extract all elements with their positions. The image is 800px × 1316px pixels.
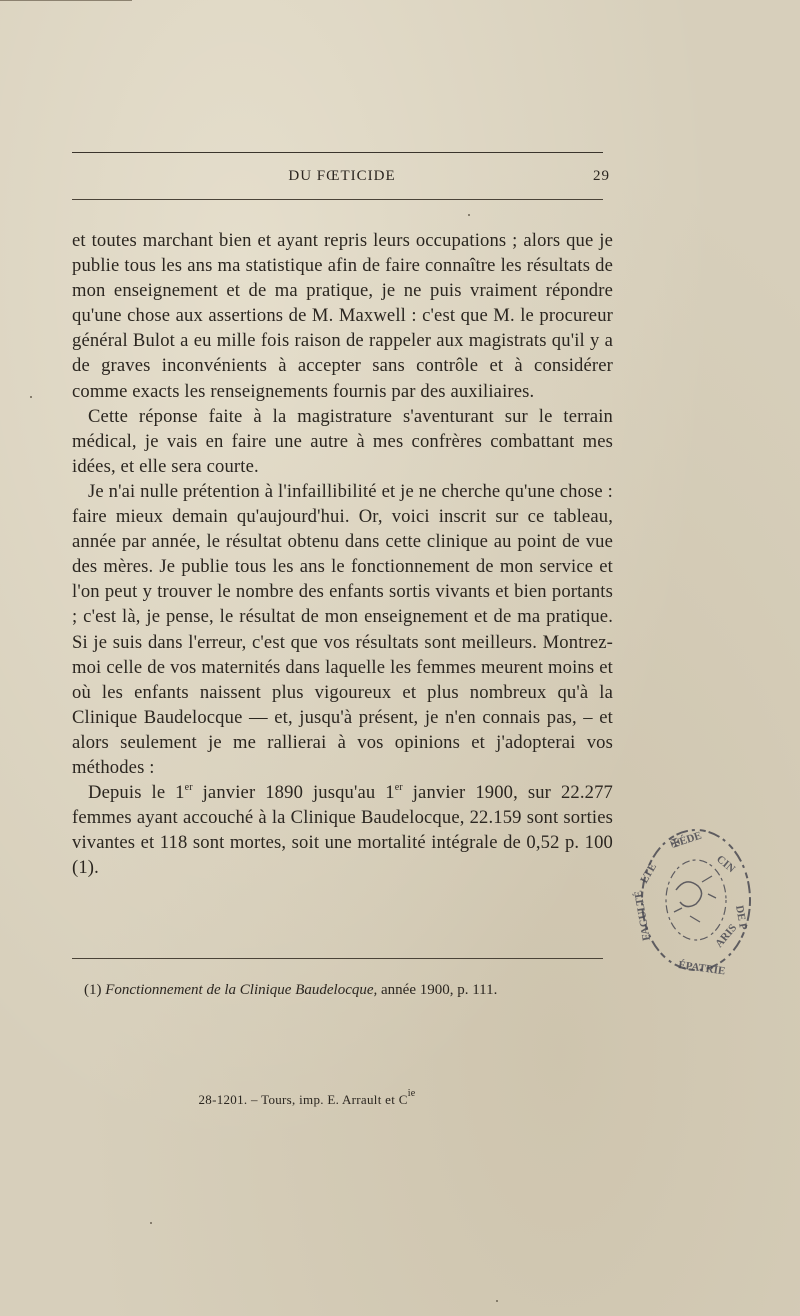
paragraph-3: Je n'ai nulle prétention à l'infaillibilité et je ne cherche qu'une chose : faire mieux demain qu'aujourd'hui. Or, voici inscrit sur ce tableau, année par année, le résultat obtenu dans cette clinique au point de vue des mères. Je publie tous les ans le fonctionnement de mon service et l'on peut y trouver le nombre des enfants sortis vivants et bien portants ; c'est là, je pense, le résultat de mon enseignement et de ma pratique. Si je suis dans l'erreur, c'est que vos résultats sont meilleurs. Montrez-moi celle de vos maternités dans laquelle les femmes meurent moins et où les enfants naissent plus vigoureux et plus nombreux qu'à la Clinique Baudelocque — et, jusqu'à présent, je n'en connais pas, – et alors seulement je me rallierai à vos opinions et j'adopterai vos méthodes : bbox=[72, 480, 613, 778]
running-header bbox=[72, 166, 612, 188]
svg-text:LTE: LTE bbox=[638, 861, 660, 886]
paragraph-4-part-a: Depuis le 1 bbox=[88, 782, 185, 804]
paragraph-4-part-c: janvier 1900, sur 22.277 femmes ayant accouché à la Clinique Baudelocque, 22.159 sont sorties vivantes et 118 sont mortes, soit une mortalité intégrale de 0,52 p. 100 (1). bbox=[72, 782, 613, 879]
imprint-superscript: ie bbox=[407, 1088, 416, 1099]
paragraph-4 bbox=[72, 780, 613, 880]
header-top-rule bbox=[72, 152, 603, 153]
svg-text:ÉPATRIE: ÉPATRIE bbox=[677, 959, 727, 978]
paper-speck bbox=[30, 396, 32, 398]
running-title: DU FŒTICIDE bbox=[288, 168, 396, 184]
printer-imprint bbox=[72, 1088, 542, 1108]
page-edge-line bbox=[0, 0, 132, 1]
paragraph-1: et toutes marchant bien et ayant repris leurs occupations ; alors que je publie tous les ans ma statistique afin de faire connaître les résultats de mon enseignement et de ma pratique, je ne puis vraiment répondre qu'une chose aux assertions de M. Maxwell : c'est que M. le procureur général Bulot a eu mille fois raison de rappeler aux magistrats qu'il y a de graves inconvénients à accepter sans contrôle et à considérer comme exacts les renseignements fournis par des auxiliaires. bbox=[72, 230, 613, 402]
imprint-text: 28-1201. – Tours, imp. E. Arrault et C bbox=[198, 1092, 408, 1107]
svg-text:ARIS: ARIS bbox=[713, 922, 740, 950]
paragraph-2: Cette réponse faite à la magistrature s'aventurant sur le terrain médical, je vais en faire une autre à mes confrères combattant mes idées, et elle sera courte. bbox=[72, 405, 613, 477]
svg-text:FACULTÉ: FACULTÉ bbox=[632, 889, 653, 942]
paper-speck bbox=[150, 1222, 152, 1224]
svg-text:DE P: DE P bbox=[733, 904, 750, 931]
page-number: 29 bbox=[593, 168, 610, 184]
svg-text:✠ÉDE: ✠ÉDE bbox=[669, 829, 704, 851]
ordinal-superscript: er bbox=[394, 782, 403, 794]
footnote-marker: (1) bbox=[84, 982, 106, 998]
paper-speck bbox=[496, 1300, 498, 1302]
footnote-text: année 1900, p. 111. bbox=[377, 982, 498, 998]
stamp-svg bbox=[632, 820, 760, 980]
header-bottom-rule bbox=[72, 199, 603, 200]
paragraph-4-part-b: janvier 1890 jusqu'au 1 bbox=[192, 782, 395, 804]
paper-speck bbox=[468, 214, 470, 216]
footnote-rule bbox=[72, 958, 603, 959]
footnote-title: Fonctionnement de la Clinique Baudelocque, bbox=[105, 982, 378, 998]
library-stamp-icon bbox=[632, 820, 760, 980]
main-text bbox=[72, 228, 613, 880]
footnote bbox=[84, 980, 604, 1000]
svg-text:CIN: CIN bbox=[714, 853, 738, 876]
ordinal-superscript: er bbox=[184, 782, 193, 794]
